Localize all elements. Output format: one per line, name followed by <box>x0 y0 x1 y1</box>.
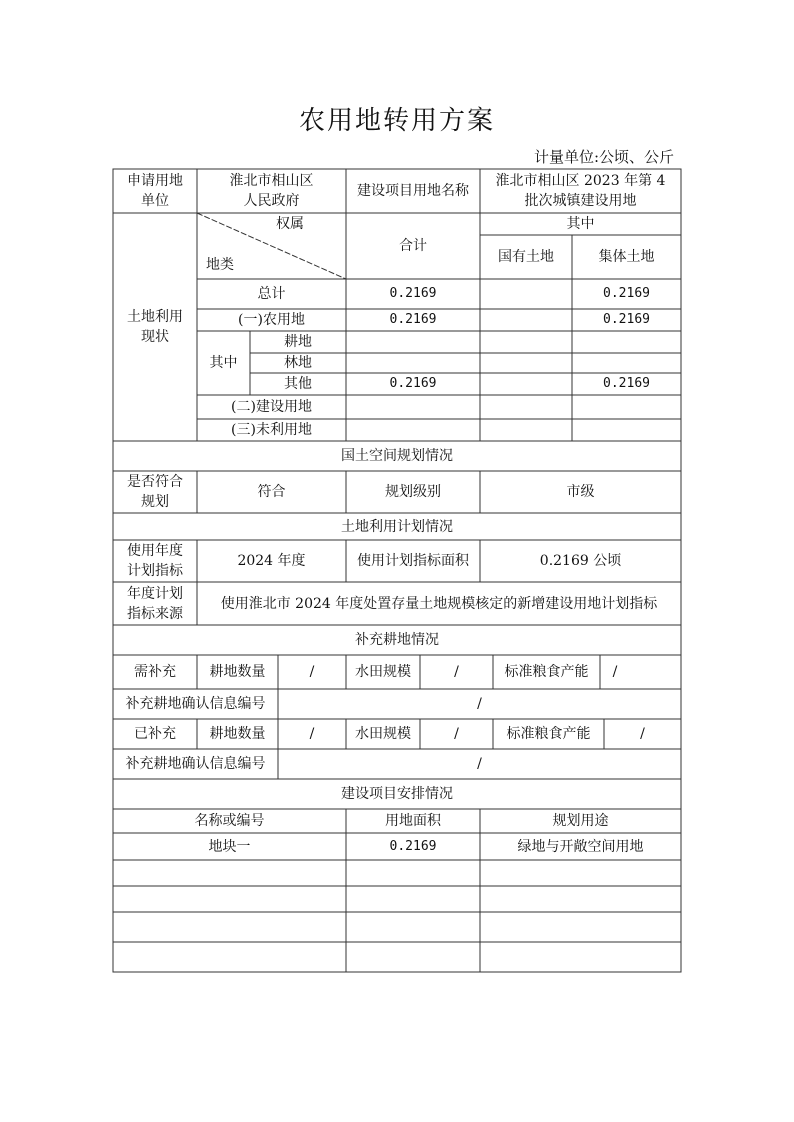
grain-capacity-value: / <box>640 726 645 742</box>
plan-level-value: 市级 <box>566 484 595 500</box>
parcel-area <box>346 886 480 912</box>
farmland-qty-value: / <box>309 726 315 742</box>
plan-level-label: 规划级别 <box>385 484 441 500</box>
farmland-qty-label: 耕地数量 <box>209 664 266 680</box>
state-land-col-header: 国有土地 <box>498 249 554 265</box>
parcel-area <box>346 860 480 886</box>
parcel-name <box>113 860 346 886</box>
supplement-heading: 补充耕地情况 <box>355 632 439 648</box>
diag-top-label: 权属 <box>276 216 304 232</box>
paddy-scale-value: / <box>454 726 459 742</box>
col-use-header: 规划用途 <box>552 813 609 829</box>
plan-conform-label: 是否符合 规划 <box>127 474 183 510</box>
row-total: 0.2169 <box>389 286 437 301</box>
confirm-number-value: / <box>477 696 482 712</box>
row-state <box>480 419 572 441</box>
row-total <box>346 419 480 441</box>
paddy-scale-label: 水田规模 <box>355 726 411 742</box>
row-label: (二)建设用地 <box>231 399 312 415</box>
quota-year-label: 使用年度 计划指标 <box>127 543 183 579</box>
parcel-area <box>346 942 480 972</box>
total-col-header: 合计 <box>399 238 427 254</box>
parcel-name: 地块一 <box>208 838 251 855</box>
paddy-scale-value: / <box>454 664 459 680</box>
plan-conform-value: 符合 <box>257 484 286 500</box>
collective-land-col-header: 集体土地 <box>598 249 655 265</box>
confirm-number-value: / <box>477 756 482 772</box>
parcel-use <box>480 860 681 886</box>
quota-source-value: 使用淮北市 2024 年度处置存量土地规模核定的新增建设用地计划指标 <box>220 595 658 612</box>
paddy-scale-label: 水田规模 <box>355 664 411 680</box>
row-label: (三)未利用地 <box>231 422 312 438</box>
quota-year-value: 2024 年度 <box>237 553 306 569</box>
row-total <box>346 395 480 419</box>
among-row-label: 其中 <box>209 355 238 371</box>
diag-bottom-label: 地类 <box>206 257 234 273</box>
quota-source-label: 年度计划 指标来源 <box>127 585 183 622</box>
applicant-value: 淮北市相山区 人民政府 <box>229 173 314 209</box>
need-supplement-label: 需补充 <box>134 664 176 680</box>
row-label: 其他 <box>284 376 312 392</box>
measurement-unit: 计量单位:公顷、公斤 <box>533 148 674 166</box>
land-status-label: 土地利用 现状 <box>127 309 183 345</box>
row-label: (一)农用地 <box>238 312 305 328</box>
row-total: 0.2169 <box>389 312 437 327</box>
parcel-area <box>346 912 480 942</box>
row-collective <box>572 419 681 441</box>
grain-capacity-label: 标准粮食产能 <box>506 726 591 742</box>
parcel-name <box>113 886 346 912</box>
row-collective <box>572 395 681 419</box>
row-total: 0.2169 <box>389 376 437 391</box>
row-state <box>480 331 572 353</box>
row-collective: 0.2169 <box>603 286 650 301</box>
planning-heading: 国土空间规划情况 <box>341 448 453 464</box>
quota-area-label: 使用计划指标面积 <box>357 553 469 569</box>
row-label: 林地 <box>284 355 312 371</box>
plan-quota-heading: 土地利用计划情况 <box>341 518 453 535</box>
row-collective: 0.2169 <box>603 312 650 327</box>
among-col-header: 其中 <box>566 216 595 232</box>
row-label: 总计 <box>257 286 286 302</box>
col-name-header: 名称或编号 <box>194 813 265 829</box>
row-total <box>346 353 480 373</box>
parcel-use <box>480 942 681 972</box>
project-name-value: 淮北市相山区 2023 年第 4 批次城镇建设用地 <box>495 173 666 209</box>
quota-area-value: 0.2169 公顷 <box>539 553 622 569</box>
row-state <box>480 309 572 331</box>
row-state <box>480 353 572 373</box>
parcel-name <box>113 942 346 972</box>
row-collective: 0.2169 <box>603 376 650 391</box>
row-label: 耕地 <box>284 334 312 350</box>
col-area-header: 用地面积 <box>385 813 441 829</box>
parcel-use <box>480 886 681 912</box>
parcel-name <box>113 912 346 942</box>
confirm-number-label: 补充耕地确认信息编号 <box>125 696 266 712</box>
done-supplement-label: 已补充 <box>134 726 176 742</box>
project-name-label: 建设项目用地名称 <box>357 183 469 199</box>
row-collective <box>572 331 681 353</box>
row-state <box>480 279 572 309</box>
applicant-label: 申请用地 单位 <box>127 173 183 209</box>
row-state <box>480 373 572 395</box>
row-state <box>480 395 572 419</box>
arrangement-heading: 建设项目安排情况 <box>341 786 453 802</box>
farmland-qty-value: / <box>309 664 315 680</box>
row-total <box>346 331 480 353</box>
grain-capacity-label: 标准粮食产能 <box>504 664 589 680</box>
row-collective <box>572 353 681 373</box>
farmland-qty-label: 耕地数量 <box>209 726 266 742</box>
parcel-use: 绿地与开敞空间用地 <box>517 838 644 855</box>
confirm-number-label: 补充耕地确认信息编号 <box>125 756 266 772</box>
parcel-use <box>480 912 681 942</box>
page-title: 农用地转用方案 <box>298 106 495 136</box>
parcel-area: 0.2169 <box>389 838 437 854</box>
grain-capacity-value: / <box>612 664 618 680</box>
